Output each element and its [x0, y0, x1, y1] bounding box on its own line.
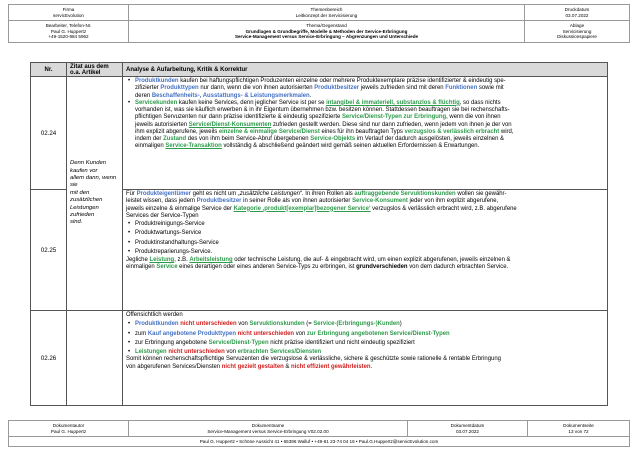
company-value: servicEvolution: [53, 12, 84, 18]
list-item: • Produktreparierungs-Service.: [126, 249, 604, 256]
subject-line-1: Grundlagen & Grundbegriffe, Modelle & Methoden der Service-Erbringung: [245, 28, 408, 34]
editor-phone: +49-1520-984 5962: [48, 34, 89, 40]
col-header-nr: Nr.: [31, 63, 67, 77]
bullet-product-customers: • Produktkunden kaufen bei haftungspflichtigen Produzenten einzelne oder mehrere Produktexemplare präzise identifizierter & eindeutig spe- zifizierter Produkttypen nur dann, wenn die von ihnen autorisierten Produktbesitzer jeweils zufrieden sind mit deren Funktionen sowie mit deren Beschaffenheits-, Ausstattungs- & Leistungsmerkmalen.: [126, 78, 604, 100]
list-item: • Leistungen nicht unterschieden von erbrachten Services/Diensten: [126, 349, 604, 356]
quote-line: Leistungen zufrieden: [70, 204, 99, 219]
list-item: • zur Erbringung angebotene Service/Dienst-Typen nicht präzise identifiziert und nicht eindeutig spezifiziert: [126, 340, 604, 347]
docdate-value: 03.07.2022: [456, 428, 479, 434]
filing-value-1: Servicisierung: [562, 28, 592, 34]
row-number: 02.25: [31, 190, 67, 311]
docname-value: Service-Management versus Service-Erbringung V02.02.00: [207, 428, 329, 434]
editor-label: Bearbeiter, Telefon-Nr.: [45, 23, 92, 29]
paragraph-owners: Für Produkteigentümer geht es nicht um „zusätzliche Leistungen“. In ihren Rollen als auftraggebende Servuktionskunden wollen sie gewähr- leistet wissen, dass jedem Produktbesitzer in seiner Rolle als von ihnen autorisierter Service-Konsument jeder von ihm explizit abgerufene, jeweils einzelne & einmalige Service der Kategorie ‚produkt[exemplar]bezogener Service‘ verzugslos & verlässlich erbracht wird, z.B. abgerufene Services der Service-Typen: [126, 191, 517, 219]
docpage-value: 13 von 72: [568, 428, 589, 434]
intro-line: Offensichtlich werden: [126, 312, 183, 318]
quote-cell-empty: [67, 311, 123, 406]
topic-block: [129, 5, 525, 21]
page-header: [8, 4, 630, 43]
col-header-analyse: Analyse & Aufarbeitung, Kritik & Korrektur: [123, 63, 608, 77]
quote-cell: [67, 77, 123, 311]
table-row-02-24: [31, 77, 608, 190]
topic-value: Leitkonzept der Servicisierung: [295, 12, 358, 18]
quote-line: mit den zusätzlichen: [70, 189, 103, 204]
print-date-label: Druckdatum: [564, 6, 590, 12]
print-date-value: 03.07.2022: [565, 12, 589, 18]
subject-line-2: Service-Management versus Service-Erbringung – Abgrenzungen und Unterschiede: [234, 34, 419, 40]
company-label: Firma: [62, 6, 75, 12]
table-row-02-26: [31, 311, 608, 406]
row-number: 02.24: [31, 77, 67, 190]
table-header-row: [31, 63, 608, 77]
print-date-block: [525, 5, 630, 21]
topic-label: Themenbereich: [310, 6, 343, 12]
filing-value-2: Diskussionspapiere: [557, 34, 597, 40]
docpage-block: [528, 421, 630, 437]
page-footer: [8, 420, 630, 447]
quote-line: sind.: [70, 219, 83, 226]
subject-block: [129, 21, 525, 43]
author-label: Dokumentautor: [52, 423, 85, 429]
analysis-text: [123, 311, 608, 406]
paragraph-performance: Jegliche Leistung, z.B. Arbeitsleistung oder technische Leistung, die auf- & eingebracht wird, um einen explizit abgerufenen, jeweils einzelnen & einmaligen Service eines derartigen oder eines anderen Service-Typs zu erbringen, ist grundverschieden von dem dadurch erbrachten Service.: [126, 257, 511, 271]
docdate-label: Dokumentdatum: [450, 423, 485, 429]
list-item: • Produktreinigungs-Service: [126, 221, 604, 228]
analysis-text: [123, 77, 608, 190]
company-block: [9, 5, 129, 21]
list-item: • zum Kauf angebotene Produkttypen nicht unterschieden von zur Erbringung angebotenen Service/Dienst-Typen: [126, 331, 604, 338]
list-item: • Produktinstandhaltungs-Service: [126, 240, 604, 247]
quote-line: allem dann, wenn sie: [70, 174, 117, 189]
docdate-block: [408, 421, 528, 437]
analysis-text: [123, 190, 608, 311]
docname-label: Dokumentname: [251, 423, 285, 429]
author-value: Paul G. Huppertz: [50, 428, 87, 434]
filing-block: [525, 21, 630, 43]
conclusion: Somit können rechenschaftspflichtige Servuzenten die verzugslose & verlässliche, sichere & geschützte sowie rationelle & rentable Erbringung von abgerufenen Services/Diensten nicht gezielt gestalten & nicht effizient gewährleisten.: [126, 356, 501, 370]
author-block: [9, 421, 129, 437]
contact-line: Paul G. Huppertz • Schöne Aussicht 41 • 65396 Walluf • +49-61 23-74 04 16 • Paul.G.Huppertz@servicEvolution.com: [9, 437, 630, 447]
subject-label: Thema/Gegenstand: [306, 23, 347, 29]
docpage-label: Dokumentseite: [563, 423, 594, 429]
analysis-table: [30, 62, 608, 406]
list-item: • Produktwartungs-Service: [126, 230, 604, 237]
list-item: • Produktkunden nicht unterschieden von Servuktionskunden (= Service-(Erbringungs-)Kunden): [126, 321, 604, 328]
docname-block: [129, 421, 408, 437]
editor-block: [9, 21, 129, 43]
editor-name: Paul G. Huppertz: [50, 28, 87, 34]
quote-line: Denn Kunden kaufen vor: [70, 160, 107, 174]
row-number: 02.26: [31, 311, 67, 406]
col-header-zitat: Zitat aus dem o.a. Artikel: [67, 63, 123, 77]
filing-label: Ablage: [569, 23, 585, 29]
bullet-service-customers: • Servicekunden kaufen keine Services, denn jeglicher Service ist per se intangibel & immateriell, substanzlos & flüchtig, so dass nichts vorhanden ist, was sie käuflich erwerben & in ihr Eigentum übernehmen bzw. besitzen können. Stattdessen beauftragen sie bei rechenschafts- pflichtigen Servuzenten nur dann präzise identifizierte & eindeutig spezifizierte Service/Dienst-Typen zur Erbringung, wenn die von ihnen jeweils autorisierten Service/Dienst-Konsumenten zufrieden gestellt werden. Diese sind nur dann zufrieden, wenn jedem von ihnen je der von ihm explizit abgerufene, jeweils einzelne & einmalige Service/Dienst eines für ihn beauftragten Typs verzugslos & verlässlich erbracht wird, indem der Zustand des von ihm beim Service-Abruf übergebenen Service-Objekts im Verlauf der dadurch ausgelösten, jeweils einzelnen & einmaligen Service-Transaktion vollständig & abschließend geändert wird gemäß seinen aktuellen Erfordernissen & Erwartungen.: [126, 100, 604, 151]
